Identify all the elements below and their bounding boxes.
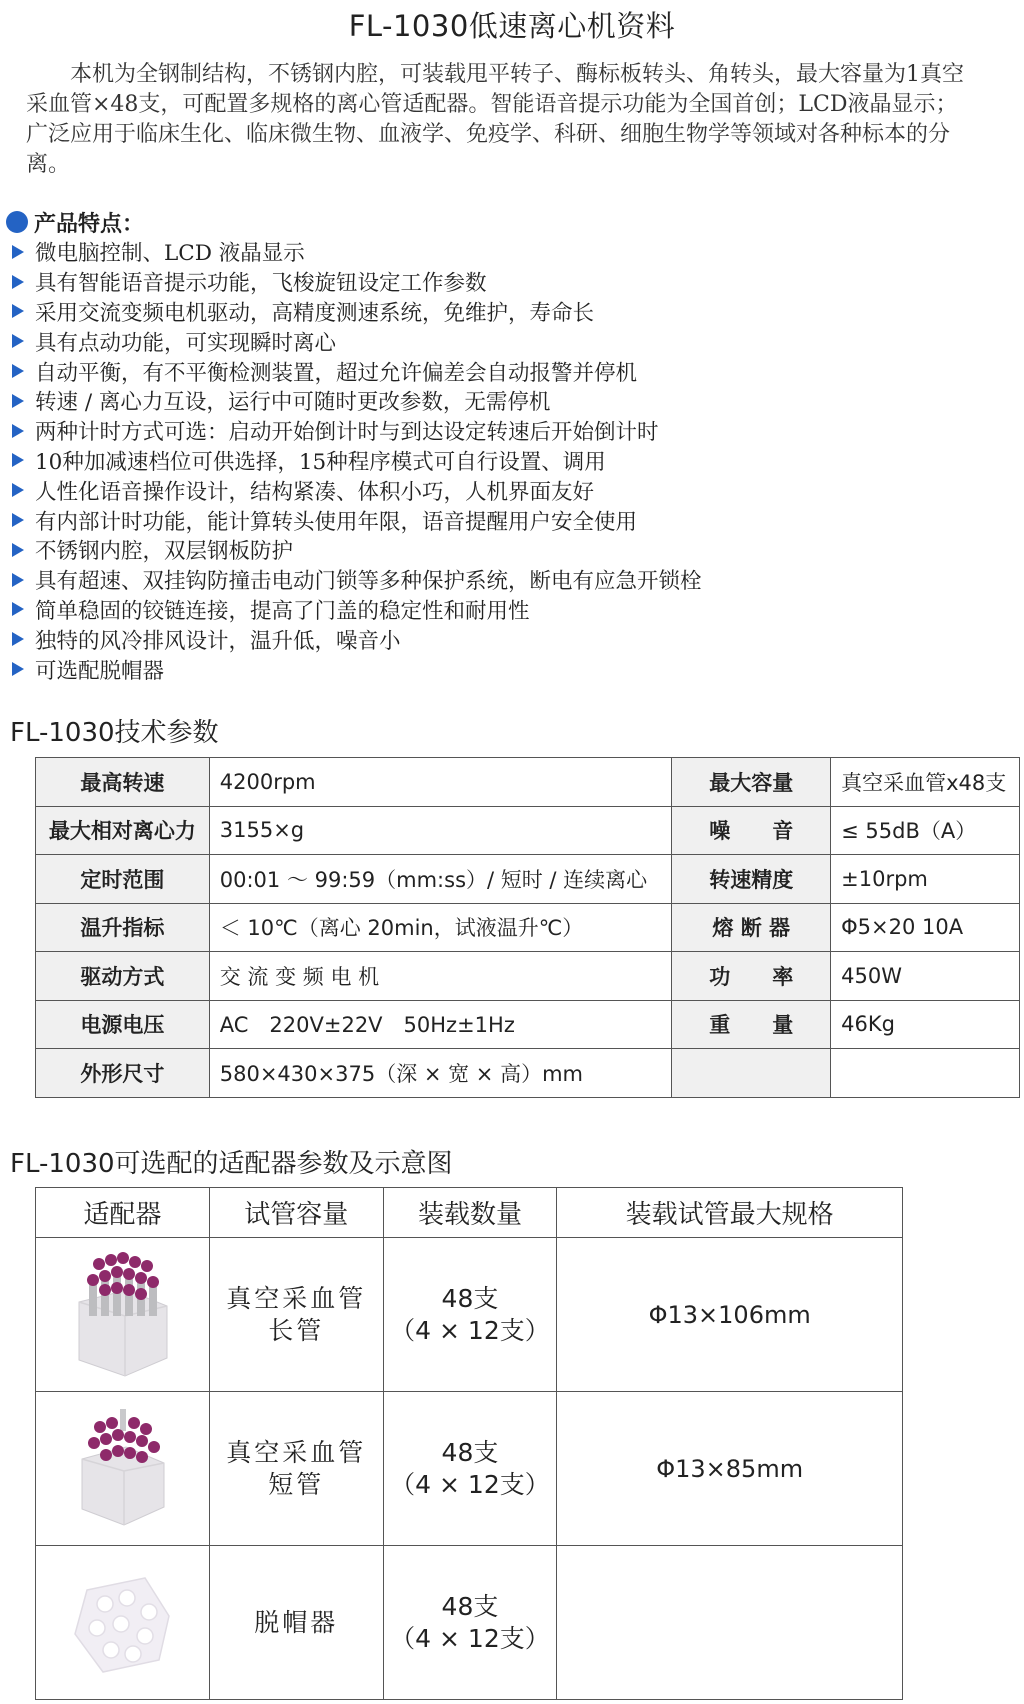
spec-value: 580×430×375（深 × 宽 × 高）mm	[209, 1049, 672, 1098]
spec-key: 最大容量	[672, 758, 831, 807]
short-tube-adapter-image	[36, 1392, 210, 1546]
feature-item: 独特的风冷排风设计，温升低，噪音小	[6, 624, 1006, 654]
table-row	[36, 1000, 1020, 1049]
triangle-bullet-icon	[12, 632, 24, 646]
features-list	[6, 207, 1006, 684]
feature-item: 转速 / 离心力互设，运行中可随时更改参数，无需停机	[6, 386, 1006, 416]
long-tube-adapter-image	[36, 1238, 210, 1392]
table-row	[36, 952, 1020, 1001]
decapper-icon	[67, 1568, 177, 1678]
triangle-bullet-icon	[12, 573, 24, 587]
feature-item: 具有智能语音提示功能，飞梭旋钮设定工作参数	[6, 267, 1006, 297]
triangle-bullet-icon	[12, 483, 24, 497]
spec-key: 熔 断 器	[672, 903, 831, 952]
table-row	[36, 758, 1020, 807]
feature-item: 人性化语音操作设计，结构紧凑、体积小巧，人机界面友好	[6, 475, 1006, 505]
feature-item: 自动平衡，有不平衡检测装置，超过允许偏差会自动报警并停机	[6, 356, 1006, 386]
decapper-image	[36, 1546, 210, 1700]
max-spec-cell: Φ13×85mm	[557, 1392, 903, 1546]
column-header: 装载数量	[383, 1188, 557, 1238]
spec-key: 定时范围	[36, 855, 210, 904]
spec-value: 交 流 变 频 电 机	[209, 952, 672, 1001]
feature-item: 微电脑控制、LCD 液晶显示	[6, 237, 1006, 267]
spec-key: 噪 音	[672, 806, 831, 855]
triangle-bullet-icon	[12, 662, 24, 676]
spec-key: 最大相对离心力	[36, 806, 210, 855]
spec-value	[831, 1049, 1020, 1098]
page-title: FL-1030低速离心机资料	[348, 9, 676, 43]
triangle-bullet-icon	[12, 513, 24, 527]
table-row	[36, 1238, 903, 1392]
table-row	[36, 1546, 903, 1700]
spec-key	[672, 1049, 831, 1098]
spec-value: 3155×g	[209, 806, 672, 855]
tube-adapter-icon	[67, 1250, 177, 1380]
tube-adapter-icon	[72, 1409, 172, 1529]
feature-item: 采用交流变频电机驱动，高精度测速系统，免维护，寿命长	[6, 297, 1006, 327]
triangle-bullet-icon	[12, 453, 24, 467]
spec-value: 00:01 ～ 99:59（mm:ss）/ 短时 / 连续离心	[209, 855, 672, 904]
spec-value: ±10rpm	[831, 855, 1020, 904]
spec-value: 450W	[831, 952, 1020, 1001]
spec-key: 转速精度	[672, 855, 831, 904]
bullet-dot-icon	[6, 211, 28, 233]
capacity-cell: 脱帽器	[209, 1546, 383, 1700]
column-header: 试管容量	[209, 1188, 383, 1238]
triangle-bullet-icon	[12, 304, 24, 318]
spec-section-title: FL-1030技术参数	[10, 718, 219, 748]
feature-item: 10种加减速档位可供选择，15种程序模式可自行设置、调用	[6, 446, 1006, 476]
table-row	[36, 1049, 1020, 1098]
spec-value: ＜ 10℃（离心 20min，试液温升℃）	[209, 903, 672, 952]
spec-key: 电源电压	[36, 1000, 210, 1049]
feature-item: 不锈钢内腔，双层钢板防护	[6, 535, 1006, 565]
spec-key: 功 率	[672, 952, 831, 1001]
max-spec-cell	[557, 1546, 903, 1700]
adapter-table	[35, 1187, 903, 1700]
column-header: 适配器	[36, 1188, 210, 1238]
capacity-cell: 真空采血管 短管	[209, 1392, 383, 1546]
spec-key: 温升指标	[36, 903, 210, 952]
spec-value: 46Kg	[831, 1000, 1020, 1049]
quantity-cell: 48支 （4 × 12支）	[383, 1238, 557, 1392]
spec-key: 最高转速	[36, 758, 210, 807]
triangle-bullet-icon	[12, 394, 24, 408]
column-header: 装载试管最大规格	[557, 1188, 903, 1238]
feature-item: 有内部计时功能，能计算转头使用年限，语音提醒用户安全使用	[6, 505, 1006, 535]
feature-item: 具有点动功能，可实现瞬时离心	[6, 326, 1006, 356]
table-row	[36, 855, 1020, 904]
triangle-bullet-icon	[12, 543, 24, 557]
triangle-bullet-icon	[12, 424, 24, 438]
feature-item: 简单稳固的铰链连接，提高了门盖的稳定性和耐用性	[6, 595, 1006, 625]
max-spec-cell: Φ13×106mm	[557, 1238, 903, 1392]
spec-key: 驱动方式	[36, 952, 210, 1001]
triangle-bullet-icon	[12, 602, 24, 616]
adapter-section-title: FL-1030可选配的适配器参数及示意图	[10, 1149, 453, 1179]
spec-value: AC 220V±22V 50Hz±1Hz	[209, 1000, 672, 1049]
quantity-cell: 48支 （4 × 12支）	[383, 1546, 557, 1700]
feature-item: 两种计时方式可选：启动开始倒计时与到达设定转速后开始倒计时	[6, 416, 1006, 446]
triangle-bullet-icon	[12, 275, 24, 289]
triangle-bullet-icon	[12, 334, 24, 348]
spec-value: 真空采血管x48支	[831, 758, 1020, 807]
spec-key: 重 量	[672, 1000, 831, 1049]
table-row	[36, 903, 1020, 952]
features-heading-label: 产品特点：	[34, 210, 145, 237]
triangle-bullet-icon	[12, 364, 24, 378]
feature-item: 可选配脱帽器	[6, 654, 1006, 684]
capacity-cell: 真空采血管 长管	[209, 1238, 383, 1392]
table-header-row	[36, 1188, 903, 1238]
spec-value: ≤ 55dB（A）	[831, 806, 1020, 855]
table-row	[36, 1392, 903, 1546]
intro-paragraph: 本机为全钢制结构，不锈钢内腔，可装载甩平转子、酶标板转头、角转头，最大容量为1真空采血管×48支，可配置多规格的离心管适配器。智能语音提示功能为全国首创；LCD液晶显示；广泛应用于临床生化、临床微生物、血液学、免疫学、科研、细胞生物学等领域对各种标本的分离。	[26, 62, 965, 177]
spec-key: 外形尺寸	[36, 1049, 210, 1098]
table-row	[36, 806, 1020, 855]
spec-value: 4200rpm	[209, 758, 672, 807]
spec-value: Φ5×20 10A	[831, 903, 1020, 952]
spec-table	[35, 757, 1020, 1098]
triangle-bullet-icon	[12, 245, 24, 259]
quantity-cell: 48支 （4 × 12支）	[383, 1392, 557, 1546]
features-heading	[6, 207, 1006, 237]
feature-item: 具有超速、双挂钩防撞击电动门锁等多种保护系统，断电有应急开锁栓	[6, 565, 1006, 595]
